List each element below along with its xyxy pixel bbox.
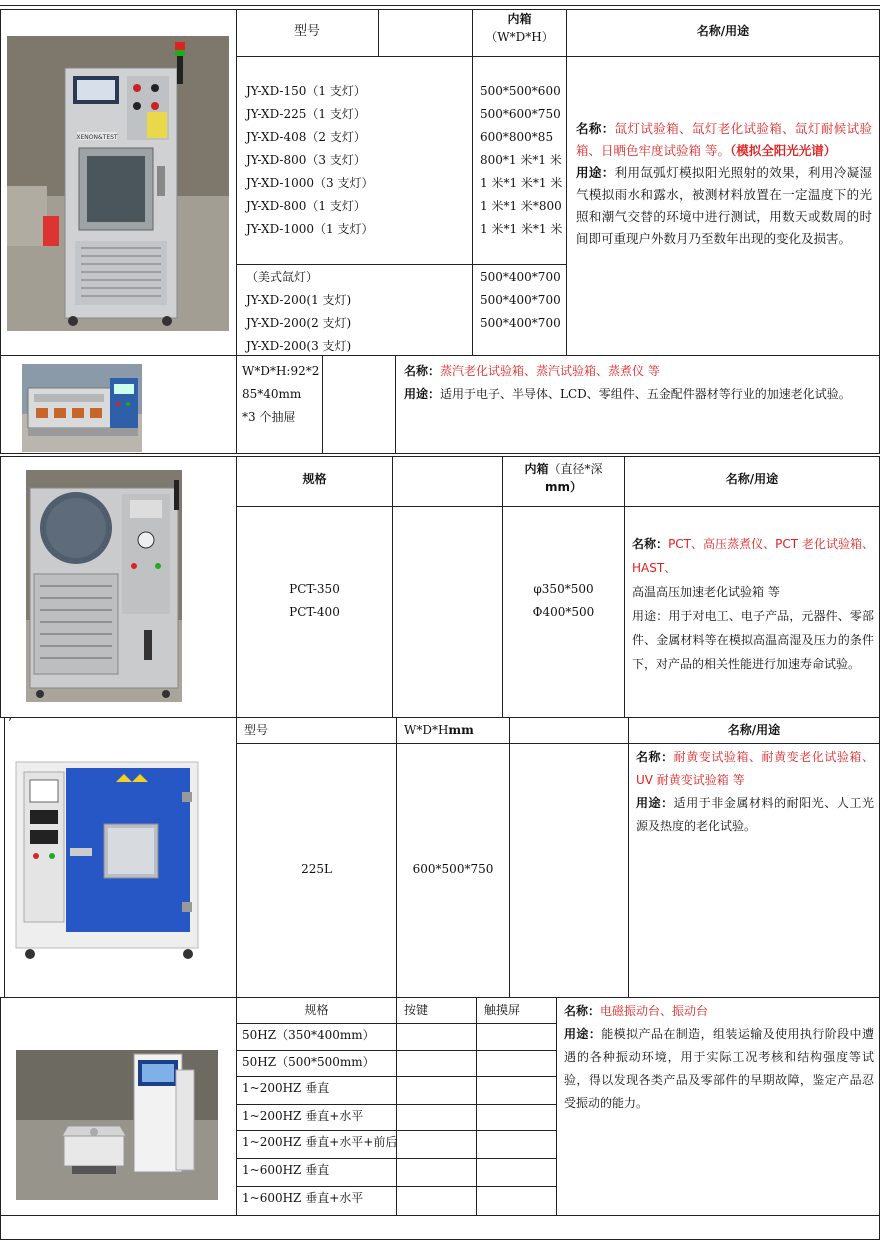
- use-text: 能模拟产品在制造，组装运输及使用执行阶段中遭遇的各种振动环境，用于实际工况考核和结构强度等试验，得以发现各类产品及零部件的早期故障，鉴定产品忍受振动的能力。: [564, 1027, 874, 1110]
- model-item: PCT-400: [289, 605, 340, 619]
- spec-row: 1~600HZ 垂直: [242, 1163, 330, 1177]
- name-text: 耐黄变试验箱、耐黄变老化试验箱、UV 耐黄变试验箱 等: [636, 750, 874, 787]
- spec-line: *3 个抽屉: [242, 410, 296, 424]
- spec-row: 1~200HZ 垂直+水平: [242, 1109, 364, 1123]
- steam-spec: [242, 360, 319, 429]
- model-item: JY-XD-225（1 支灯）: [246, 107, 366, 121]
- name-label: 名称：: [564, 1004, 601, 1018]
- xenon-description: [576, 118, 872, 250]
- header-inner: 内箱: [507, 12, 532, 26]
- dim-item: 500*500*600: [480, 84, 561, 98]
- spec-row: 50HZ（350*400mm）: [242, 1028, 375, 1042]
- model-value: 225L: [301, 862, 332, 876]
- vibration-description: [564, 1000, 874, 1115]
- dim-item: 500*400*700: [480, 270, 561, 284]
- header-inner-unit: mm）: [544, 480, 582, 494]
- dims-list-a: [480, 80, 562, 241]
- model-item: （美式氙灯）: [246, 270, 319, 284]
- dim-item: 1 米*1 米*1 米: [480, 176, 563, 190]
- header-dims: W*D*Hmm: [404, 723, 474, 737]
- section-pct: [0, 456, 880, 718]
- model-item: JY-XD-1000（1 支灯）: [246, 222, 374, 236]
- name-text: PCT、高压蒸煮仪、PCT 老化试验箱、HAST、: [632, 537, 874, 575]
- model-item: JY-XD-800（1 支灯）: [246, 199, 366, 213]
- name-tail: 高温高压加速老化试验箱 等: [632, 585, 780, 599]
- name-bold: （模拟全阳光光谱）: [729, 143, 837, 158]
- pct-chamber-photo: [26, 470, 182, 702]
- section-xenon: [0, 0, 880, 356]
- spec-row: 50HZ（500*500mm）: [242, 1055, 375, 1069]
- model-item: JY-XD-800（3 支灯）: [246, 153, 366, 167]
- model-item: PCT-350: [289, 582, 340, 596]
- header-name: 名称/用途: [696, 24, 750, 38]
- yellowing-chamber-photo: [12, 752, 202, 962]
- name-text: 蒸汽老化试验箱、蒸汽试验箱、蒸煮仪 等: [440, 364, 660, 378]
- stray-mark: ’: [8, 716, 12, 730]
- name-label: 名称：: [404, 364, 441, 378]
- name-label: 名称：: [636, 750, 674, 764]
- use-text: 适用于非金属材料的耐阳光、人工光源及热度的老化试验。: [636, 796, 874, 833]
- model-item: JY-XD-1000（3 支灯）: [246, 176, 374, 190]
- section-yellowing: [0, 718, 880, 998]
- use-label: 用途：: [636, 796, 674, 810]
- pct-dims: [503, 578, 624, 624]
- name-label: 名称：: [576, 121, 615, 136]
- use-label: 用途：: [632, 609, 669, 623]
- dim-item: 800*1 米*1 米: [480, 153, 562, 167]
- header-inner: 内箱（直径*深: [524, 462, 603, 476]
- name-label: 名称：: [632, 537, 669, 551]
- pct-description: [632, 532, 874, 676]
- steam-description: [404, 360, 874, 406]
- model-item: JY-XD-200(1 支灯): [246, 293, 352, 307]
- pct-models: [237, 578, 392, 624]
- use-text: 用于对电工、电子产品，元器件、零部件、金属材料等在模拟高温高湿及压力的条件下，对产品的相关性能进行加速寿命试验。: [632, 609, 874, 671]
- header-touch: 触摸屏: [484, 1003, 521, 1017]
- models-list-b: [246, 266, 351, 358]
- dims-value: 600*500*750: [412, 862, 494, 876]
- dim-item: 500*400*700: [480, 316, 561, 330]
- dim-item: 500*400*700: [480, 293, 561, 307]
- use-label: 用途：: [576, 165, 615, 180]
- section-steam: [0, 356, 880, 456]
- header-spec: 规格: [302, 472, 327, 486]
- dim-item: 500*600*750: [480, 107, 561, 121]
- model-item: JY-XD-200(2 支灯): [246, 316, 352, 330]
- header-model: 型号: [293, 24, 320, 39]
- dim-item: 1 米*1 米*800: [480, 199, 562, 213]
- dims-list-b: [480, 266, 561, 335]
- model-item: JY-XD-150（1 支灯）: [246, 84, 366, 98]
- name-text: 氙灯试验箱、氙灯老化试验箱、氙灯耐候试验箱、日晒色牢度试验箱 等。: [576, 121, 872, 158]
- spec-row: 1~200HZ 垂直: [242, 1081, 330, 1095]
- models-list-a: [246, 80, 373, 241]
- dim-item: Φ400*500: [532, 605, 595, 619]
- dim-item: φ350*500: [533, 582, 594, 596]
- steam-chamber-photo: [22, 364, 142, 452]
- header-keys: 按键: [404, 1003, 429, 1017]
- use-text: 适用于电子、半导体、LCD、零组件、五金配件器材等行业的加速老化试验。: [440, 387, 851, 401]
- header-inner-sub: （W*D*H）: [485, 30, 554, 44]
- spec-line: 85*40mm: [242, 387, 302, 401]
- spec-line: W*D*H:92*2: [242, 364, 320, 378]
- header-model: 型号: [244, 723, 269, 737]
- vibration-table-photo: [16, 1050, 218, 1200]
- model-item: JY-XD-408（2 支灯）: [246, 130, 366, 144]
- dim-item: 600*800*85: [480, 130, 554, 144]
- yellowing-description: [636, 746, 874, 838]
- section-vibration: [0, 998, 880, 1244]
- use-label: 用途：: [404, 387, 441, 401]
- header-name: 名称/用途: [725, 472, 779, 486]
- header-name: 名称/用途: [727, 723, 781, 737]
- xenon-chamber-photo: [7, 36, 229, 331]
- use-label: 用途：: [564, 1027, 602, 1041]
- model-item: JY-XD-200(3 支灯): [246, 339, 352, 353]
- dim-item: 1 米*1 米*1 米: [480, 222, 563, 236]
- spec-row: 1~600HZ 垂直+水平: [242, 1191, 364, 1205]
- header-spec: 规格: [304, 1003, 329, 1017]
- chamber-label: XENON&TEST: [76, 134, 118, 141]
- spec-row: 1~200HZ 垂直+水平+前后: [242, 1135, 398, 1149]
- use-text: 利用氙弧灯模拟阳光照射的效果，利用冷凝湿气模拟雨水和露水，被测材料放置在一定温度下的光照和潮气交替的环境中进行测试，用数天或数周的时间即可重现户外数月乃至数年出现的变化及损害。: [576, 165, 872, 246]
- name-text: 电磁振动台、振动台: [600, 1004, 709, 1018]
